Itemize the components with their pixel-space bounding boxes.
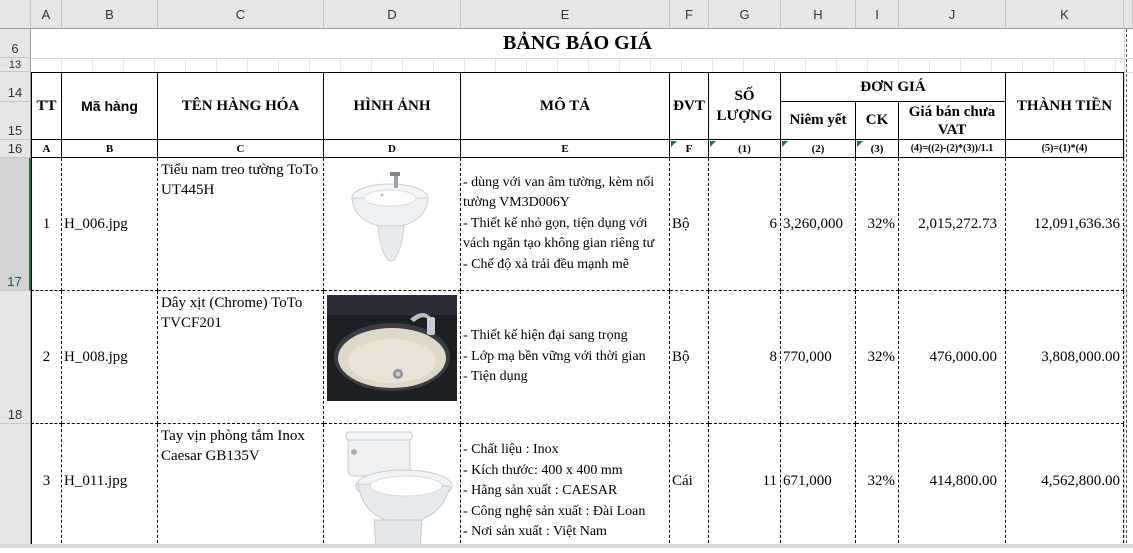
item-3-mo-ta[interactable] [461, 424, 670, 548]
row-header-19[interactable] [0, 424, 31, 548]
item-2-thanh-tien[interactable]: 3,808,000.00 [1006, 291, 1124, 424]
item-1-niem-yet[interactable]: 3,260,000 [781, 158, 856, 291]
item-3-image-cell[interactable] [324, 424, 461, 548]
column-header-l[interactable] [1124, 0, 1133, 29]
item-3-ck[interactable]: 32% [856, 424, 899, 548]
column-header-j[interactable]: J [899, 0, 1006, 29]
formula-h[interactable] [781, 140, 856, 158]
formula-f-text: F [685, 142, 693, 155]
item-2-gia-ban[interactable]: 476,000.00 [899, 291, 1006, 424]
header-don-gia[interactable]: ĐƠN GIÁ [781, 72, 1006, 102]
column-header-g[interactable]: G [709, 0, 781, 29]
column-header-k[interactable]: K [1006, 0, 1124, 29]
item-1-dvt[interactable]: Bộ [670, 158, 709, 291]
item-2-image-cell[interactable] [324, 291, 461, 424]
item-2-desc-line: - Lớp mạ bền vững với thời gian [463, 348, 646, 364]
formula-h-text: (2) [811, 142, 825, 155]
item-2-desc-line: - Thiết kế hiện đại sang trọng [463, 328, 628, 344]
item-1-desc-line: - Thiết kế nhỏ gọn, tiện dụng với vách ngăn tạo không gian riêng tư [463, 215, 655, 252]
formula-f[interactable] [670, 140, 709, 158]
item-1-mo-ta-lines [463, 173, 669, 276]
row-header-14[interactable]: 14 [0, 72, 31, 102]
item-2-ma-hang[interactable]: H_008.jpg [62, 291, 158, 424]
page-title[interactable]: BẢNG BÁO GIÁ [503, 32, 652, 54]
formula-d[interactable]: D [324, 140, 461, 158]
row-header-17[interactable]: 17 [0, 158, 31, 291]
item-2-tt[interactable]: 2 [31, 291, 62, 424]
item-2-ten[interactable]: Dây xịt (Chrome) ToTo TVCF201 [158, 291, 324, 424]
item-3-niem-yet[interactable]: 671,000 [781, 424, 856, 548]
item-3-tt[interactable]: 3 [31, 424, 62, 548]
column-header-e[interactable]: E [461, 0, 670, 29]
row-header-6[interactable]: 6 [0, 29, 31, 58]
item-3-desc-line: - Hãng sản xuất : CAESAR [463, 483, 618, 498]
formula-e[interactable]: E [461, 140, 670, 158]
item-3-ten[interactable]: Tay vịn phòng tắm Inox Caesar GB135V [158, 424, 324, 548]
item-3-mo-ta-lines [463, 440, 645, 543]
header-hinh-anh[interactable]: HÌNH ẢNH [324, 72, 461, 140]
wall-hung-sink-image[interactable] [324, 158, 460, 290]
item-1-mo-ta[interactable] [461, 158, 670, 291]
row-header-18[interactable]: 18 [0, 291, 31, 424]
item-3-desc-line: - Nơi sản xuất : Việt Nam [463, 524, 607, 539]
item-1-ck[interactable]: 32% [856, 158, 899, 291]
column-header-h[interactable]: H [781, 0, 856, 29]
header-ten-hang-hoa[interactable]: TÊN HÀNG HÓA [158, 72, 324, 140]
item-2-so-luong[interactable]: 8 [709, 291, 781, 424]
item-3-desc-line: - Công nghệ sản xuất : Đài Loan [463, 503, 646, 519]
item-2-dvt[interactable]: Bộ [670, 291, 709, 424]
gridline [1124, 29, 1125, 548]
row-header-15[interactable]: 15 [0, 102, 31, 140]
row-header-16[interactable]: 16 [0, 140, 31, 158]
formula-j[interactable]: (4)=((2)-(2)*(3))/1.1 [899, 140, 1006, 158]
formula-i[interactable] [856, 140, 899, 158]
item-1-ten[interactable]: Tiểu nam treo tường ToTo UT445H [158, 158, 324, 291]
error-indicator-icon [782, 141, 788, 147]
undercounter-basin-image[interactable] [324, 291, 460, 423]
error-indicator-icon [857, 141, 863, 147]
item-1-gia-ban[interactable]: 2,015,272.73 [899, 158, 1006, 291]
item-1-desc-line: - Chế độ xả trải đều mạnh mẽ [463, 256, 630, 272]
item-1-ma-hang[interactable]: H_006.jpg [62, 158, 158, 291]
item-1-image-cell[interactable] [324, 158, 461, 291]
item-2-desc-line: - Tiện dụng [463, 369, 528, 385]
header-tt[interactable]: TT [31, 72, 62, 140]
formula-a[interactable]: A [31, 140, 62, 158]
toilet-image[interactable] [324, 424, 460, 548]
item-2-ck[interactable]: 32% [856, 291, 899, 424]
header-ma-hang[interactable]: Mã hàng [62, 72, 158, 140]
column-header-a[interactable]: A [31, 0, 62, 29]
header-ck[interactable]: CK [856, 102, 899, 140]
row-header-13[interactable]: 13 [0, 58, 31, 72]
item-3-desc-line: - Kích thước: 400 x 400 mm [463, 462, 623, 478]
item-3-so-luong[interactable]: 11 [709, 424, 781, 548]
header-dvt[interactable]: ĐVT [670, 72, 709, 140]
header-mo-ta[interactable]: MÔ TẢ [461, 72, 670, 140]
item-2-mo-ta[interactable] [461, 291, 670, 424]
row-13-gridlines [31, 58, 1124, 72]
formula-k[interactable]: (5)=(1)*(4) [1006, 140, 1124, 158]
item-2-niem-yet[interactable]: 770,000 [781, 291, 856, 424]
column-header-b[interactable]: B [62, 0, 158, 29]
item-1-thanh-tien[interactable]: 12,091,636.36 [1006, 158, 1124, 291]
header-thanh-tien[interactable]: THÀNH TIỀN [1006, 72, 1124, 140]
item-2-mo-ta-lines [463, 326, 646, 388]
formula-i-text: (3) [870, 142, 884, 155]
item-3-thanh-tien[interactable]: 4,562,800.00 [1006, 424, 1124, 548]
formula-b[interactable]: B [62, 140, 158, 158]
item-3-dvt[interactable]: Cái [670, 424, 709, 548]
column-header-f[interactable]: F [670, 0, 709, 29]
scrollbar-area[interactable] [0, 544, 1133, 548]
header-gia-ban[interactable]: Giá bán chưa VAT [899, 102, 1006, 140]
item-1-tt[interactable]: 1 [31, 158, 62, 291]
formula-g[interactable] [709, 140, 781, 158]
select-all-corner[interactable] [0, 0, 31, 29]
column-header-d[interactable]: D [324, 0, 461, 29]
error-indicator-icon [710, 141, 716, 147]
item-1-desc-line: - dùng với van âm tường, kèm nối tường VM3D006Y [463, 174, 655, 211]
column-header-c[interactable]: C [158, 0, 324, 29]
formula-g-text: (1) [738, 142, 751, 155]
page-break-line [1126, 29, 1127, 548]
error-indicator-icon [671, 141, 677, 147]
item-3-desc-line: - Chất liệu : Inox [463, 442, 559, 457]
header-so-luong[interactable]: SỐ LƯỢNG [709, 72, 781, 140]
formula-c[interactable]: C [158, 140, 324, 158]
item-3-gia-ban[interactable]: 414,800.00 [899, 424, 1006, 548]
header-niem-yet[interactable]: Niêm yết [781, 102, 856, 140]
item-1-so-luong[interactable]: 6 [709, 158, 781, 291]
item-3-ma-hang[interactable]: H_011.jpg [62, 424, 158, 548]
column-header-i[interactable]: I [856, 0, 899, 29]
